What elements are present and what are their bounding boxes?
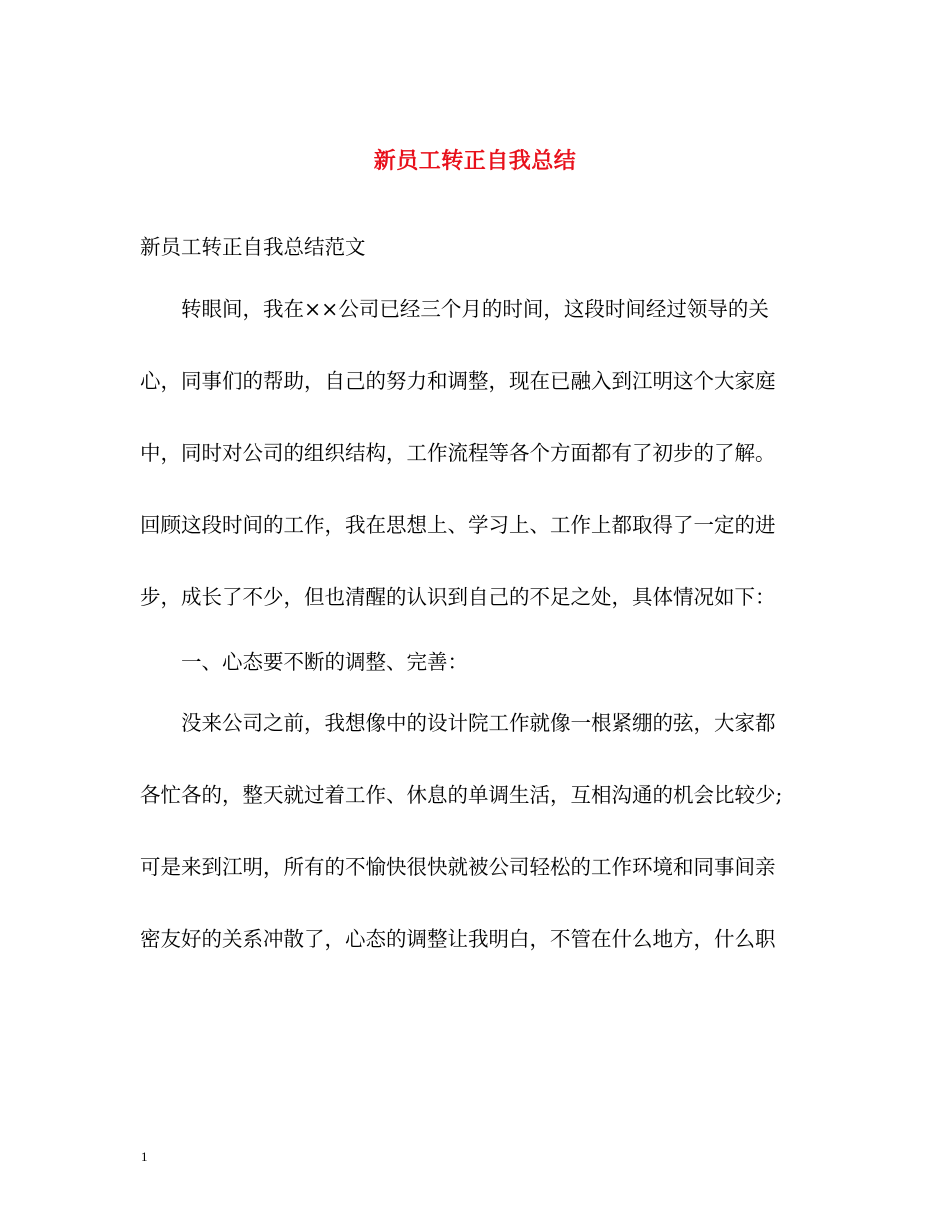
paragraph-line: 转眼间，我在××公司已经三个月的时间，这段时间经过领导的关	[181, 297, 769, 321]
paragraph-line: 密友好的关系冲散了，心态的调整让我明白，不管在什么地方，什么职	[140, 927, 776, 951]
paragraph-line: 中，同时对公司的组织结构，工作流程等各个方面都有了初步的了解。	[140, 441, 776, 465]
page-number: 1	[141, 1149, 148, 1164]
paragraph-line: 回顾这段时间的工作，我在思想上、学习上、工作上都取得了一定的进	[140, 513, 776, 537]
document-subtitle: 新员工转正自我总结范文	[140, 235, 366, 259]
paragraph-line: 心，同事们的帮助，自己的努力和调整，现在已融入到江明这个大家庭	[140, 369, 776, 393]
section-heading: 一、心态要不断的调整、完善：	[181, 650, 468, 674]
paragraph-line: 步，成长了不少，但也清醒的认识到自己的不足之处，具体情况如下：	[140, 585, 776, 609]
paragraph-line: 没来公司之前，我想像中的设计院工作就像一根紧绷的弦，大家都	[181, 711, 776, 735]
document-title: 新员工转正自我总结	[373, 148, 577, 174]
paragraph-line: 可是来到江明，所有的不愉快很快就被公司轻松的工作环境和同事间亲	[140, 855, 776, 879]
paragraph-line: 各忙各的，整天就过着工作、休息的单调生活，互相沟通的机会比较少;	[140, 783, 783, 807]
